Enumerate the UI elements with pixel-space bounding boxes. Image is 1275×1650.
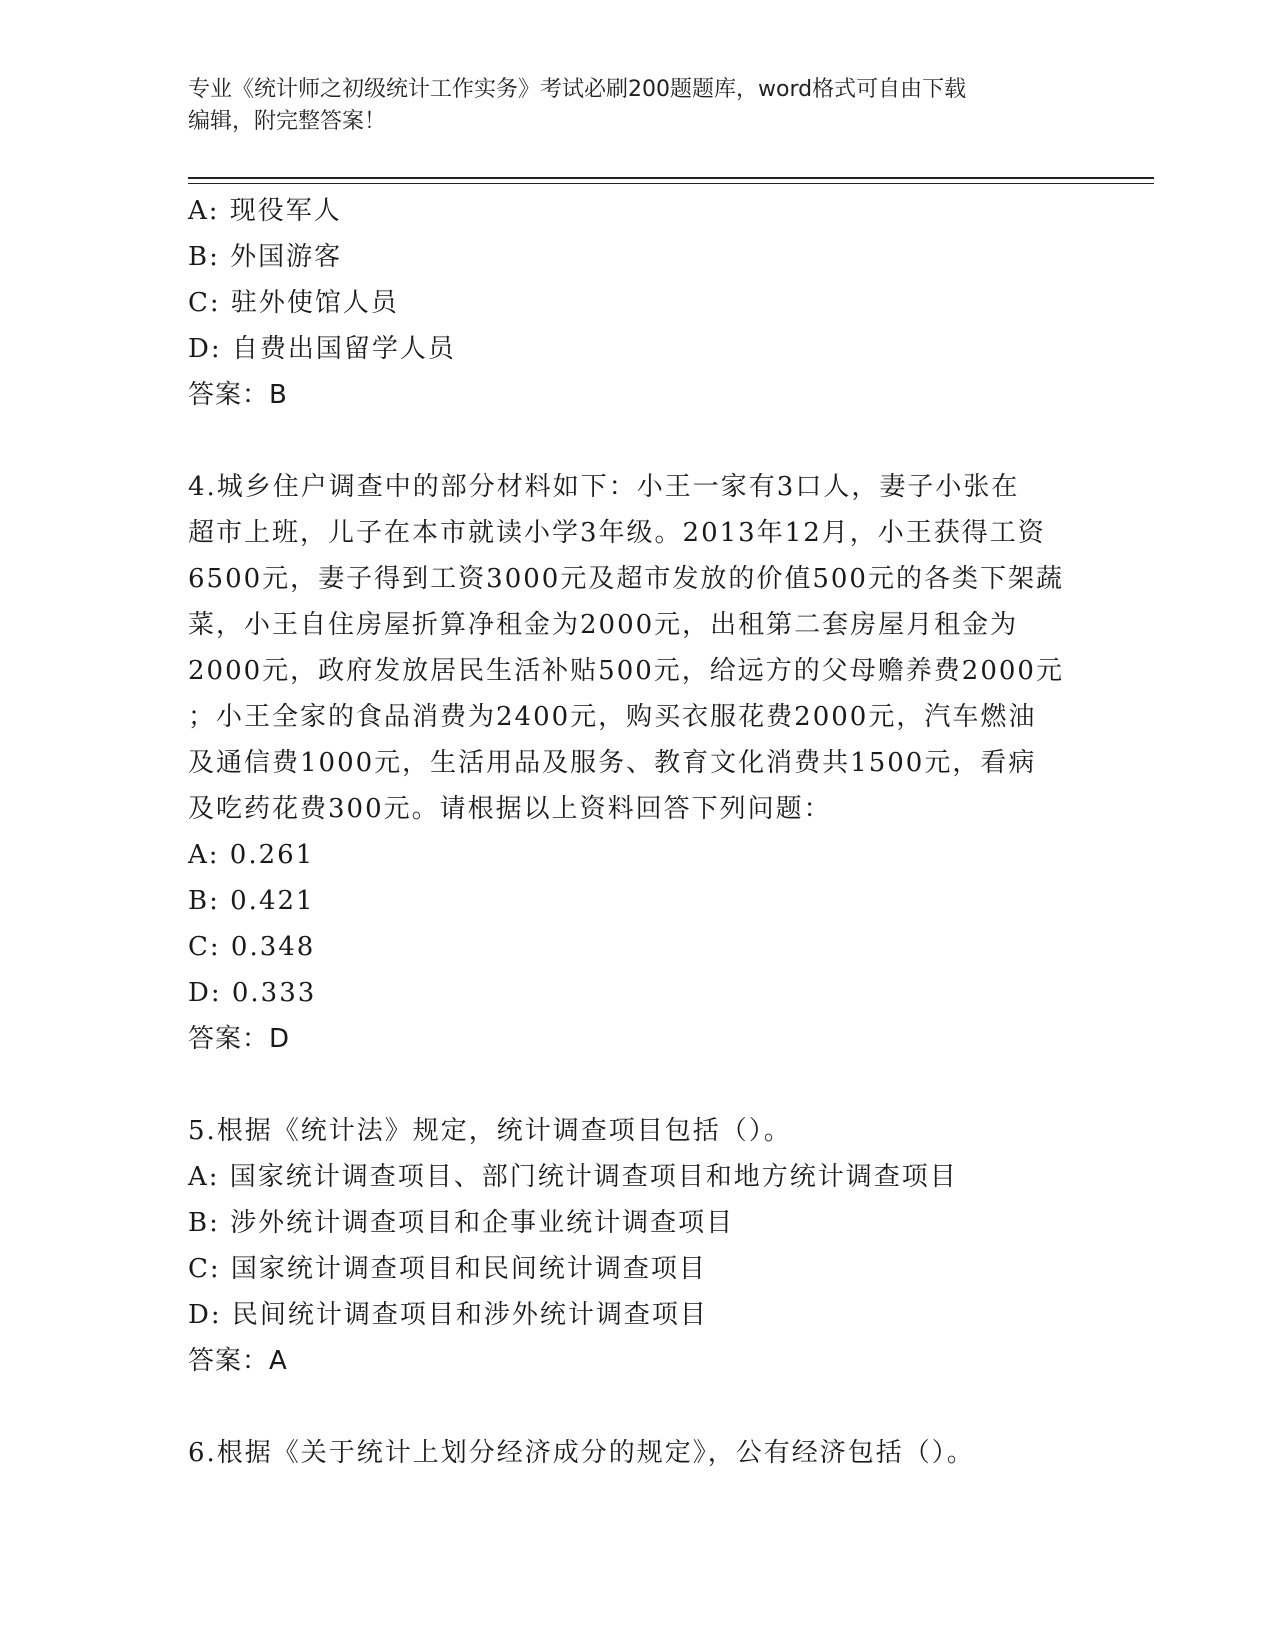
option-d: D: 0.333 [188,978,317,1008]
question-line: 及通信费1000元，生活用品及服务、教育文化消费共1500元，看病 [188,748,1037,778]
question-5 [188,1108,1088,1384]
question-text: 6.根据《关于统计上划分经济成分的规定》，公有经济包括（）。 [188,1438,975,1468]
question-line: 及吃药花费300元。请根据以上资料回答下列问题： [188,794,832,824]
spacer [188,418,1088,464]
question-line: 6500元，妻子得到工资3000元及超市发放的价值500元的各类下架蔬 [188,564,1064,594]
document-header [188,74,1078,138]
header-rule-thick [188,177,1154,179]
option-d: D: 自费出国留学人员 [188,334,456,364]
option-a: A: 国家统计调查项目、部门统计调查项目和地方统计调查项目 [188,1162,958,1192]
option-a: A: 现役军人 [188,196,342,226]
option-b: B: 0.421 [188,886,315,916]
answer: 答案：B [188,380,288,410]
question-text: 5.根据《统计法》规定，统计调查项目包括（）。 [188,1116,792,1146]
header-line-1: 专业《统计师之初级统计工作实务》考试必刷200题题库，word格式可自由下载 [188,77,967,102]
question-line: 2000元，政府发放居民生活补贴500元，给远方的父母赡养费2000元 [188,656,1064,686]
option-b: B: 外国游客 [188,242,343,272]
question-4 [188,464,1088,1062]
question-3 [188,188,1088,418]
option-c: C: 国家统计调查项目和民间统计调查项目 [188,1254,707,1284]
option-c: C: 驻外使馆人员 [188,288,399,318]
question-line: ；小王全家的食品消费为2400元，购买衣服花费2000元，汽车燃油 [188,702,1037,732]
question-6 [188,1430,1088,1476]
spacer [188,1384,1088,1430]
option-b: B: 涉外统计调查项目和企事业统计调查项目 [188,1208,735,1238]
question-line: 超市上班，儿子在本市就读小学3年级。2013年12月，小王获得工资 [188,518,1046,548]
header-rule-thin [188,183,1154,184]
question-text [188,464,1088,832]
option-d: D: 民间统计调查项目和涉外统计调查项目 [188,1300,708,1330]
option-c: C: 0.348 [188,932,316,962]
answer: 答案：A [188,1346,288,1376]
question-line: 4.城乡住户调查中的部分材料如下：小王一家有3口人，妻子小张在 [188,472,1020,502]
question-list [188,188,1088,1476]
spacer [188,1062,1088,1108]
question-line: 菜，小王自住房屋折算净租金为2000元，出租第二套房屋月租金为 [188,610,1019,640]
header-line-2: 编辑，附完整答案！ [188,109,387,134]
answer: 答案：D [188,1024,291,1054]
option-a: A: 0.261 [188,840,315,870]
